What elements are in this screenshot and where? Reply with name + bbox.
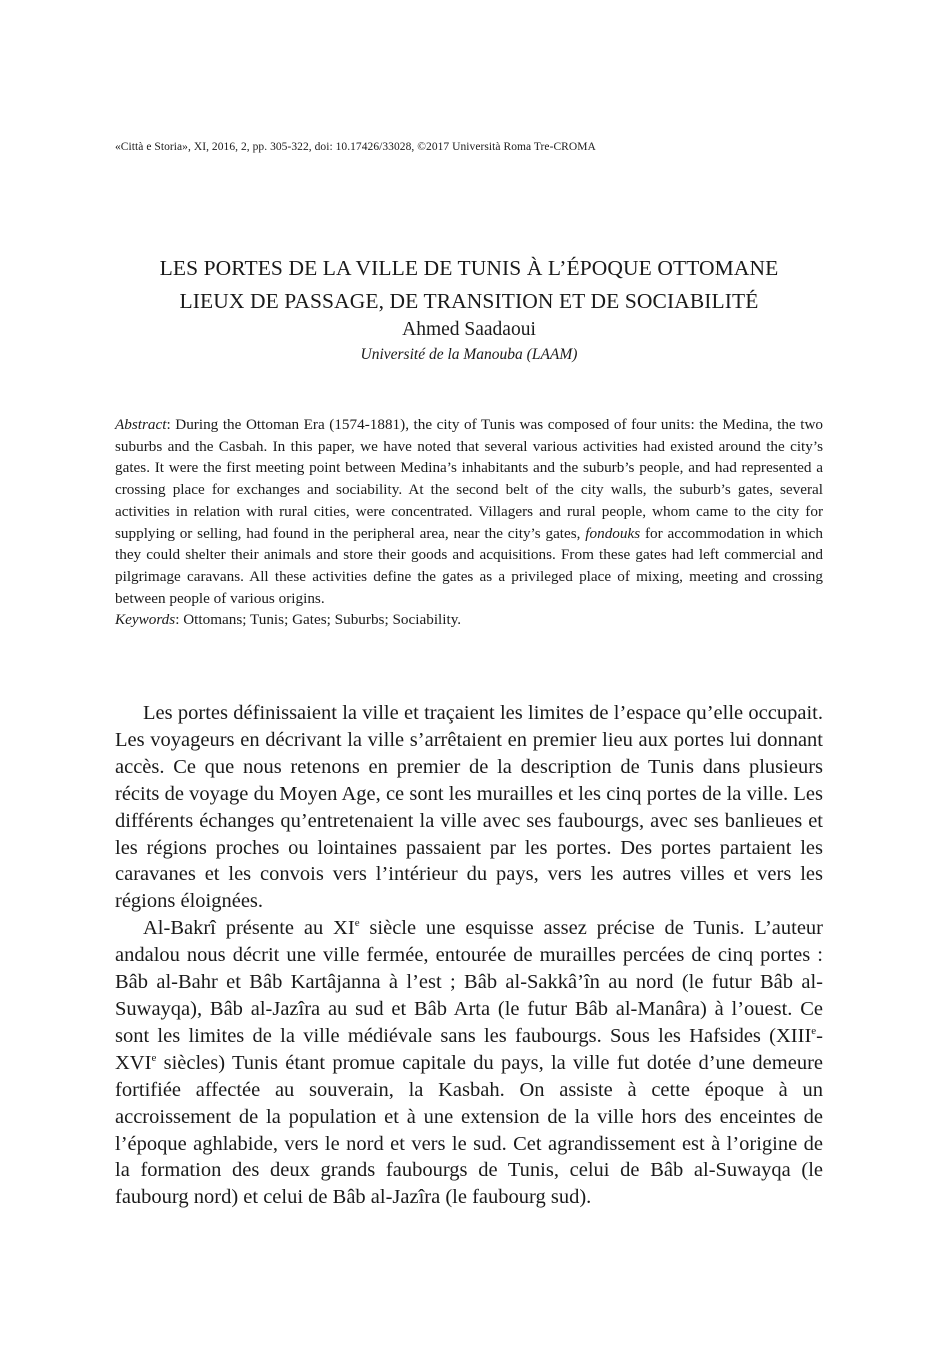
abstract-paragraph — [115, 414, 823, 609]
p2-superscript-3: e — [151, 1051, 157, 1064]
keywords-label: Keywords — [115, 611, 176, 629]
article-body — [115, 700, 823, 1211]
p2-superscript-2: e — [811, 1025, 817, 1038]
journal-citation: «Città e Storia», XI, 2016, 2, pp. 305-322, doi: 10.17426/33028, ©2017 Università Roma Tre-CROMA — [115, 141, 596, 153]
abstract-italic-term: fondouks — [585, 524, 641, 542]
abstract-label: Abstract — [115, 416, 167, 433]
author-name: Ahmed Saadaoui — [402, 319, 536, 340]
keywords-line — [115, 609, 823, 631]
p2-text-b: siècle une esquisse assez précise de Tunis. L’auteur andalou nous décrit une ville fermée, entourée de murailles percées de cinq portes : Bâb al-Bahr et Bâb Kartâjanna à l’est ; Bâb al-Sakkâ’în au nord (le futur Bâb al-Suwayqa), Bâb al-Jazîra au sud et Bâb Arta (le futur Bâb al-Manâra) à l’ouest. Ce sont les limites de la ville médiévale sans les faubourgs. Sous les Hafsides (XIII — [115, 917, 823, 1047]
abstract-text-part-1: : During the Ottoman Era (1574-1881), the city of Tunis was composed of four units: the Medina, the two suburbs and the Casbah. In this paper, we have noted that several various activities had existed around the city’s gates. It were the first meeting point between Medina’s inhabitants and the suburb’s people, and had represented a crossing place for exchanges and sociability. At the second belt of the city walls, the suburb’s gates, several activities in relation with rural cities, were concentrated. Villagers and rural people, whom came to the city for supplying or selling, had found in the peripheral area, near the city’s gates, — [115, 416, 823, 542]
p2-text-c: -XVI — [115, 1024, 823, 1074]
abstract — [115, 414, 823, 631]
body-paragraph-1: Les portes définissaient la ville et traçaient les limites de l’espace qu’elle occupait. Les voyageurs en décrivant la ville s’arrêtaient en premier lieu aux portes lui donnant accès. Ce que nous retenons en premier de la description de Tunis dans plusieurs récits de voyage du Moyen Age, ce sont les murailles et les cinq portes de la ville. Les différents échanges qu’entretenaient la ville avec ses faubourgs, avec ses banlieues et les régions proches ou lointaines passaient par les portes. Des portes partaient les caravanes et les convois vers l’intérieur du pays, vers les autres villes et vers les régions éloignées. — [115, 702, 823, 913]
p2-superscript-1: e — [354, 917, 360, 930]
abstract-text-part-2: for accommodation in which they could shelter their animals and store their goods and acquisitions. From these gates had left commercial and pilgrimage caravans. All these activities define the gates as a privileged place of mixing, meeting and crossing between people of various origins. — [115, 524, 823, 607]
keywords-text: : Ottomans; Tunis; Gates; Suburbs; Sociability. — [175, 611, 462, 629]
p2-text-d: siècles) Tunis étant promue capitale du pays, la ville fut dotée d’une demeure fortifiée affectée au souverain, la Kasbah. On assiste à cette époque à un accroissement de la population et à une extension de la ville hors des enceintes de l’époque aghlabide, vers le nord et vers le sud. Cet agrandissement est à l’origine de la formation des deux grands faubourgs de Tunis, celui de Bâb al-Suwayqa (le faubourg nord) et celui de Bâb al-Jazîra (le faubourg sud). — [115, 1051, 823, 1209]
article-title-line-2: LIEUX DE PASSAGE, DE TRANSITION ET DE SOCIABILITÉ — [179, 289, 759, 313]
p2-text-a: Al-Bakrî présente au XI — [143, 917, 355, 940]
title-block — [115, 252, 823, 366]
article-title-line-1: LES PORTES DE LA VILLE DE TUNIS À L’ÉPOQUE OTTOMANE — [159, 256, 779, 280]
author-affiliation: Université de la Manouba (LAAM) — [360, 346, 578, 363]
body-paragraph-2 — [115, 915, 823, 1211]
